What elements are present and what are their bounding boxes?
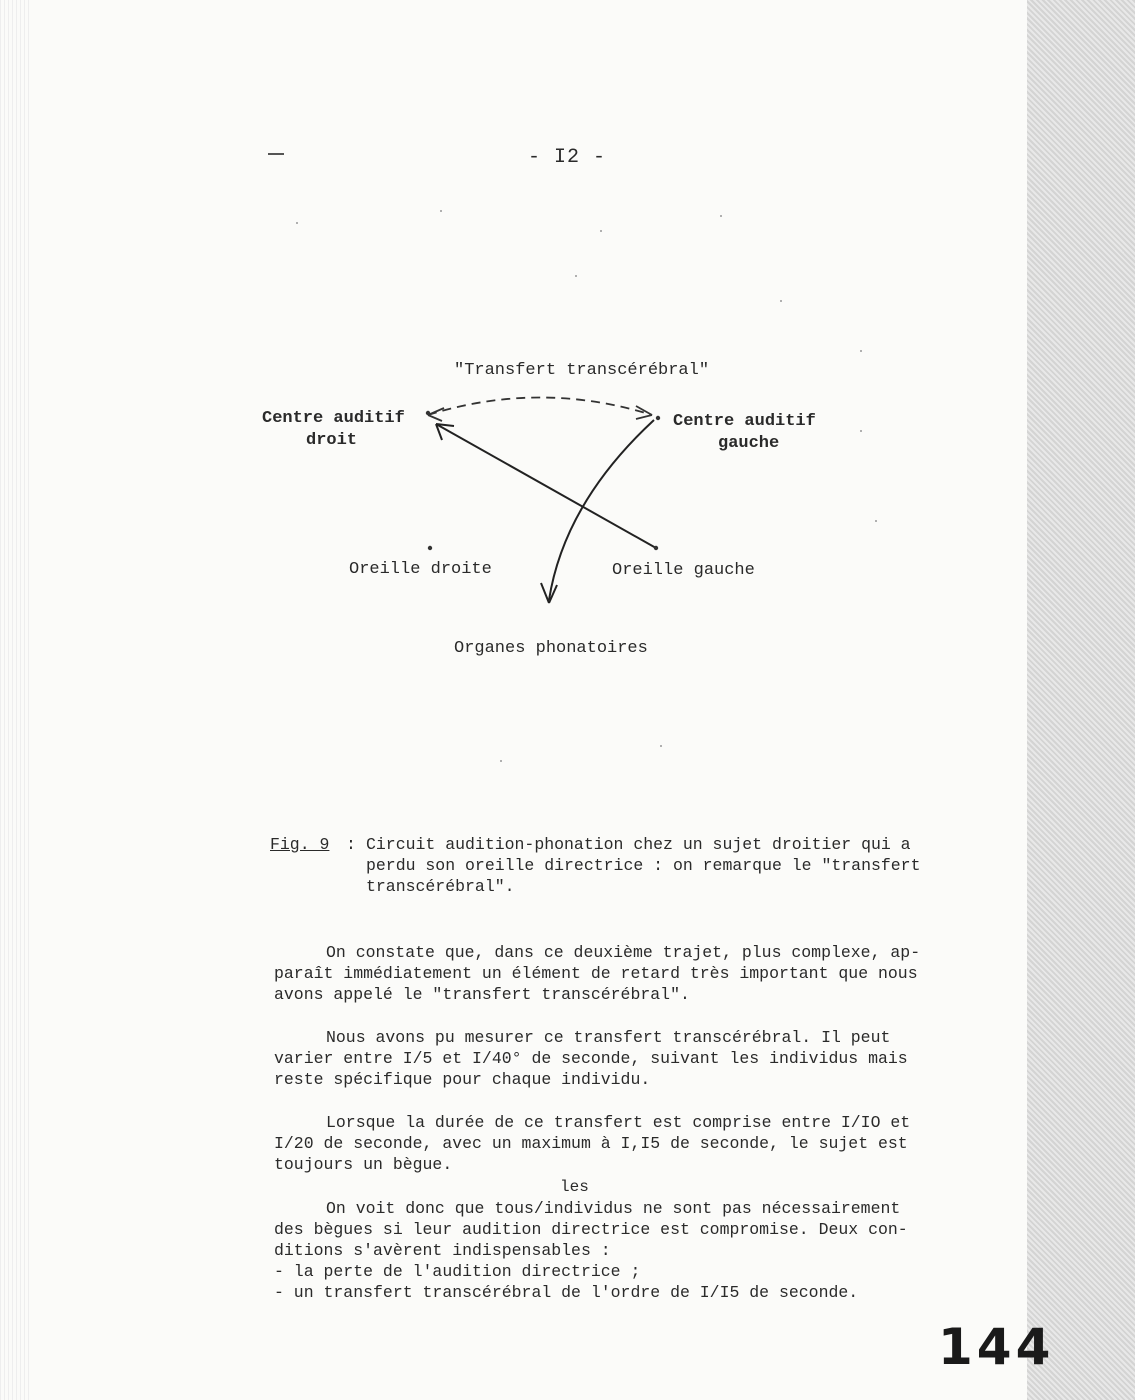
page-number: - I2 -: [528, 146, 607, 169]
left-center-label-line1: Centre auditif: [673, 412, 816, 431]
paragraph-1: [274, 942, 974, 1005]
transfer-arrowhead-left: [428, 408, 444, 421]
right-center-label-line2: droit: [306, 431, 358, 450]
paragraph-line: On voit donc que tous/individus ne sont pas nécessairement: [326, 1199, 901, 1218]
paragraph-line: paraît immédiatement un élément de retard très important que nous: [274, 964, 918, 983]
archive-stamp-number: 144: [938, 1318, 1055, 1376]
paragraph-line: reste spécifique pour chaque individu.: [274, 1070, 651, 1089]
caption-line: perdu son oreille directrice : on remarque le "transfert: [366, 856, 921, 875]
right-center-dot: [426, 411, 430, 415]
paragraph-line: Nous avons pu mesurer ce transfert transcérébral. Il peut: [326, 1028, 891, 1047]
left-ear-to-right-center-line: [436, 424, 656, 548]
paragraph-3: [274, 1112, 974, 1175]
paragraph-line: I/20 de seconde, avec un maximum à I,I5 de seconde, le sujet est: [274, 1134, 908, 1153]
paragraph-line: avons appelé le "transfert transcérébral".: [274, 985, 690, 1004]
left-ear-label: Oreille gauche: [612, 561, 755, 580]
caption-line: transcérébral".: [366, 877, 515, 896]
right-center-label-line1: Centre auditif: [262, 409, 405, 428]
paragraph-line: varier entre I/5 et I/40° de seconde, suivant les individus mais: [274, 1049, 908, 1068]
handwritten-insertion: les: [560, 1178, 589, 1196]
paragraph-line: des bègues si leur audition directrice est compromise. Deux con-: [274, 1220, 908, 1239]
left-center-label-line2: gauche: [718, 434, 780, 453]
paragraph-line: On constate que, dans ce deuxième trajet, plus complexe, ap-: [326, 943, 921, 962]
paragraph-line: ditions s'avèrent indispensables :: [274, 1241, 611, 1260]
transfer-label: "Transfert transcérébral": [454, 361, 710, 380]
transfer-arrowhead-right: [636, 406, 652, 419]
paragraph-line: toujours un bègue.: [274, 1155, 453, 1174]
right-ear-dot: [428, 546, 432, 550]
figure-label: Fig. 9: [270, 835, 330, 854]
list-item: - la perte de l'audition directrice ;: [274, 1262, 641, 1281]
right-ear-label: Oreille droite: [349, 560, 492, 579]
caption-separator: :: [346, 835, 356, 854]
caption-line: Circuit audition-phonation chez un sujet droitier qui a: [366, 835, 911, 854]
left-center-dot: [656, 416, 660, 420]
paragraph-2: [274, 1027, 974, 1090]
organs-label: Organes phonatoires: [454, 639, 648, 658]
caption-text: [366, 834, 976, 897]
left-ear-dot: [654, 546, 658, 550]
transfer-dashed-arrow: [428, 398, 652, 416]
paragraph-line: Lorsque la durée de ce transfert est comprise entre I/IO et: [326, 1113, 911, 1132]
paragraph-4: [274, 1198, 974, 1303]
list-item: - un transfert transcérébral de l'ordre de I/I5 de seconde.: [274, 1283, 859, 1302]
